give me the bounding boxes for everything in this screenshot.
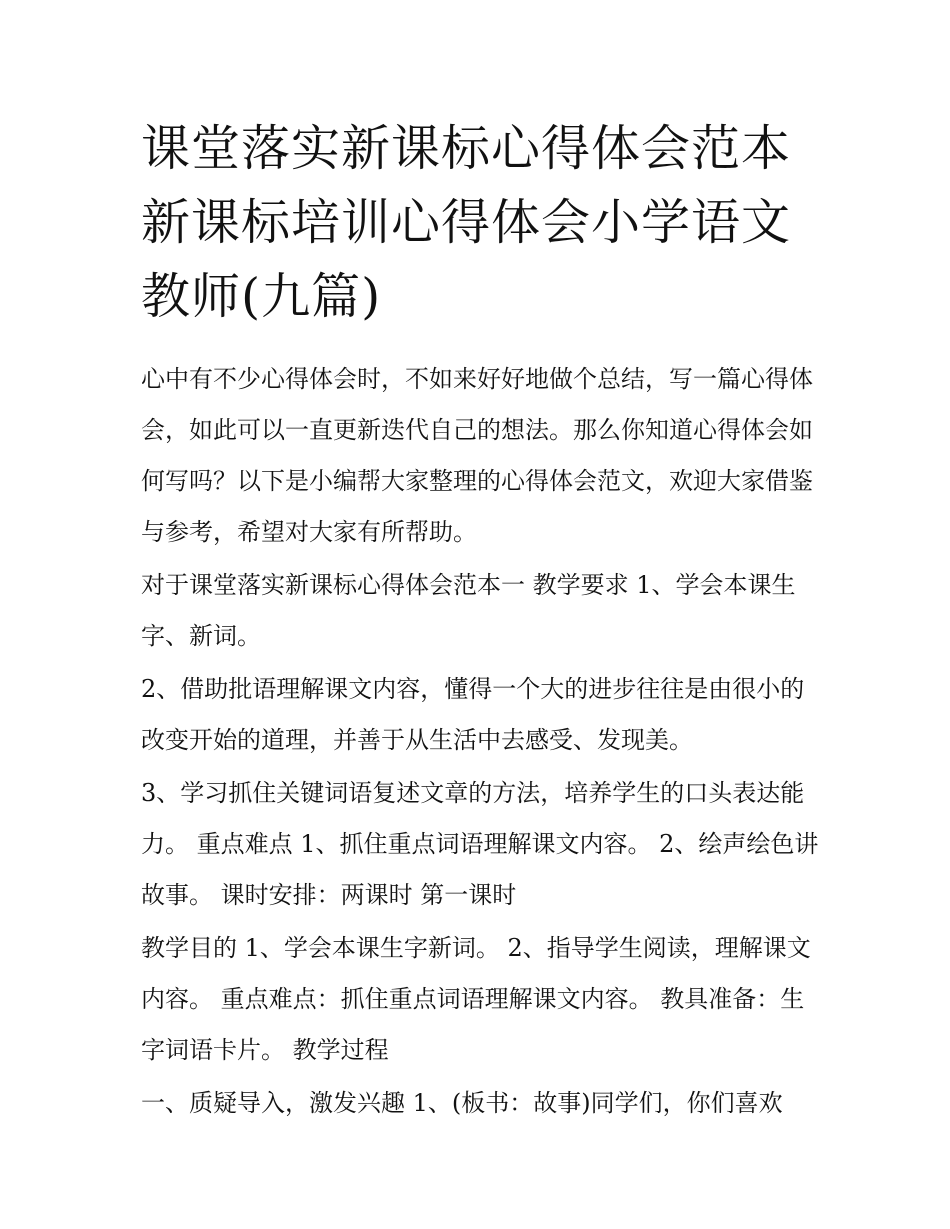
- document-content: [141, 112, 821, 1131]
- paragraph-intro: 心中有不少心得体会时，不如来好好地做个总结，写一篇心得体会，如此可以一直更新迭代自己的想法。那么你知道心得体会如何写吗？以下是小编帮大家整理的心得体会范文，欢迎大家借鉴与参考，希望对大家有所帮助。: [141, 365, 813, 546]
- paragraph-requirement-3: 3、学习抓住关键词语复述文章的方法，培养学生的口头表达能力。 重点难点 1、抓住重点词语理解课文内容。 2、绘声绘色讲故事。 课时安排：两课时 第一课时: [141, 779, 819, 909]
- paragraph-teaching-requirements: 对于课堂落实新课标心得体会范本一 教学要求 1、学会本课生字、新词。: [141, 571, 796, 650]
- paragraph-teaching-objectives: 教学目的 1、学会本课生字新词。 2、指导学生阅读，理解课文内容。 重点难点：抓住重点词语理解课文内容。 教具准备：生字词语卡片。 教学过程: [141, 934, 811, 1064]
- paragraph-teaching-process: 一、质疑导入，激发兴趣 1、(板书：故事)同学们，你们喜欢: [141, 1089, 783, 1117]
- paragraph-requirement-2: 2、借助批语理解课文内容，懂得一个大的进步往往是由很小的改变开始的道理，并善于从生活中去感受、发现美。: [141, 675, 805, 754]
- document-title: 课堂落实新课标心得体会范本新课标培训心得体会小学语文教师(九篇): [141, 120, 792, 325]
